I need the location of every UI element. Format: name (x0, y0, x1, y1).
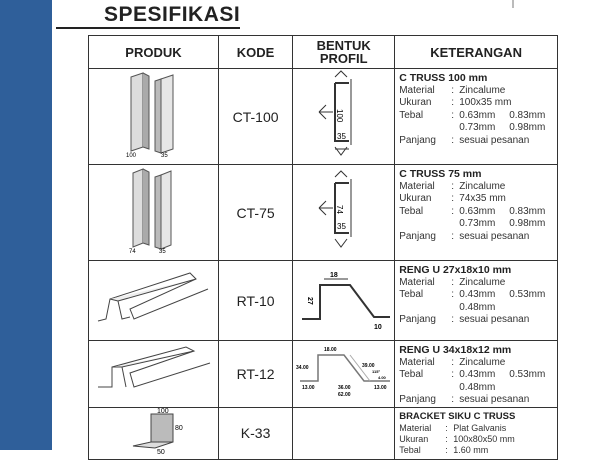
page-title (56, 3, 240, 29)
label: Material (399, 84, 435, 96)
value: 100x80x50 mm (453, 434, 515, 444)
value: 0.98mm (509, 122, 546, 133)
spec-title: C TRUSS 75 mm (399, 168, 482, 180)
value: 0.83mm (509, 205, 546, 217)
kode-cell: RT-10 (218, 261, 292, 341)
dim-label: 27 (305, 297, 313, 305)
table-row (89, 341, 558, 408)
dim-label: 35 (336, 222, 346, 231)
spec-title: BRACKET SIKU C TRUSS (399, 410, 516, 422)
value: sesuai pesanan (459, 314, 530, 325)
label: Ukuran (399, 193, 432, 204)
kode-cell: K-33 (218, 407, 292, 459)
dim-label: 34.00 (295, 365, 309, 372)
dim-label: 74 (129, 249, 137, 255)
keterangan-cell: C TRUSS 100 mm Material : Zincalume Ukuran : 100x35 mm Tebal : 0.63mm 0.83mm 0.73mm 0.98mm Panjang : sesuai pesanan (395, 69, 558, 165)
dim-label: 80 (175, 424, 184, 432)
side-band (0, 0, 52, 450)
profile-cell-empty (293, 407, 395, 459)
table-row (89, 69, 558, 165)
value: sesuai pesanan (459, 134, 530, 146)
label: Tebal (399, 109, 424, 121)
value: 100x35 mm (459, 97, 512, 108)
label: Ukuran (399, 434, 429, 444)
value: 0.98mm (509, 218, 546, 229)
header-row (89, 36, 558, 69)
bentuk-text: BENTUK (316, 38, 371, 53)
label: Material (399, 356, 435, 368)
product-image-rt10 (89, 261, 219, 341)
dim-label: 100 (157, 407, 170, 415)
label: Panjang (399, 134, 436, 146)
label: Panjang (399, 394, 436, 405)
header-kode: KODE (218, 36, 292, 69)
profil-text: PROFIL (319, 51, 368, 66)
keterangan-cell: BRACKET SIKU C TRUSS Material : Plat Galvanis Ukuran : 100x80x50 mm Tebal : 1.60 mm (395, 407, 558, 459)
dim-label: 35 (161, 153, 169, 159)
dim-label: 74 (334, 205, 344, 214)
value: 0.63mm (459, 205, 496, 217)
profile-drawing-rt10 (293, 261, 395, 341)
dim-label: 36.00 (337, 385, 351, 392)
spec-title: RENG U 34x18x12 mm (399, 344, 512, 356)
spec-table (88, 35, 558, 460)
dim-label: 13.00 (301, 385, 315, 392)
kode-cell: CT-75 (218, 165, 292, 261)
product-image-ct75 (89, 165, 219, 261)
label: Tebal (399, 205, 424, 217)
spec-title: C TRUSS 100 mm (399, 72, 488, 84)
label: Panjang (399, 314, 436, 325)
dim-label: 100 (126, 153, 137, 159)
keterangan-cell: C TRUSS 75 mm Material : Zincalume Ukuran : 74x35 mm Tebal : 0.63mm 0.83mm 0.73mm 0.98mm Panjang : sesuai pesanan (395, 165, 558, 261)
profile-drawing-ct75 (293, 165, 395, 261)
value: 0.53mm (509, 289, 546, 300)
table-row (89, 261, 558, 341)
value: 0.63mm (459, 109, 496, 121)
label: Tebal (399, 445, 421, 455)
dim-label: 62.00 (337, 392, 351, 399)
header-bentuk-profil (293, 36, 395, 69)
table-row (89, 407, 558, 459)
value: Zincalume (459, 180, 506, 192)
dim-label: 50 (157, 448, 166, 454)
value: 74x35 mm (459, 193, 506, 204)
decor-mark (512, 0, 514, 8)
keterangan-cell: RENG U 34x18x12 mm Material : Zincalume Tebal : 0.43mm 0.53mm 0.48mm Panjang : sesuai pesanan (395, 341, 558, 408)
value: 0.48mm (459, 301, 496, 313)
label: Material (399, 276, 435, 288)
label: Tebal (399, 369, 424, 380)
label: Material (399, 180, 435, 192)
value: 0.43mm (459, 369, 496, 380)
value: 0.83mm (509, 109, 546, 121)
kode-cell: CT-100 (218, 69, 292, 165)
product-image-k33 (89, 407, 219, 459)
label: Tebal (399, 289, 424, 300)
dim-label: 18 (329, 272, 338, 279)
dim-label: 35 (159, 249, 167, 255)
value: 0.48mm (459, 381, 496, 393)
keterangan-cell: RENG U 27x18x10 mm Material : Zincalume Tebal : 0.43mm 0.53mm 0.48mm Panjang : sesuai pesanan (395, 261, 558, 341)
dim-label: 10 (373, 324, 382, 331)
profile-drawing-rt12 (293, 341, 395, 408)
header-keterangan: KETERANGAN (395, 36, 558, 69)
value: Zincalume (459, 276, 506, 288)
title-text: SPESIFIKASI (104, 3, 241, 26)
spec-title: RENG U 27x18x10 mm (399, 264, 512, 276)
label: Ukuran (399, 97, 432, 108)
value: 1.60 mm (453, 445, 489, 455)
kode-cell: RT-12 (218, 341, 292, 408)
product-image-rt12 (89, 341, 219, 408)
value: 0.53mm (509, 369, 546, 380)
dim-label: 39.00 (361, 363, 375, 370)
dim-label: 115° (371, 369, 380, 375)
value: Zincalume (459, 356, 506, 368)
value: 0.43mm (459, 289, 496, 300)
profile-drawing-ct100 (293, 69, 395, 165)
value: sesuai pesanan (459, 394, 530, 405)
value: 0.73mm (459, 122, 496, 133)
dim-label: 35 (336, 132, 346, 141)
table-row (89, 165, 558, 261)
dim-label: 18.00 (323, 347, 337, 354)
dim-label: 4.00 (377, 375, 386, 381)
label: Material (399, 423, 432, 433)
value: 0.73mm (459, 218, 496, 229)
value: Zincalume (459, 84, 506, 96)
header-produk: PRODUK (89, 36, 219, 69)
label: Panjang (399, 230, 436, 242)
dim-label: 100 (334, 109, 344, 123)
dim-label: 13.00 (373, 385, 387, 392)
value: sesuai pesanan (459, 230, 530, 242)
value: Plat Galvanis (453, 423, 507, 433)
product-image-ct100 (89, 69, 219, 165)
